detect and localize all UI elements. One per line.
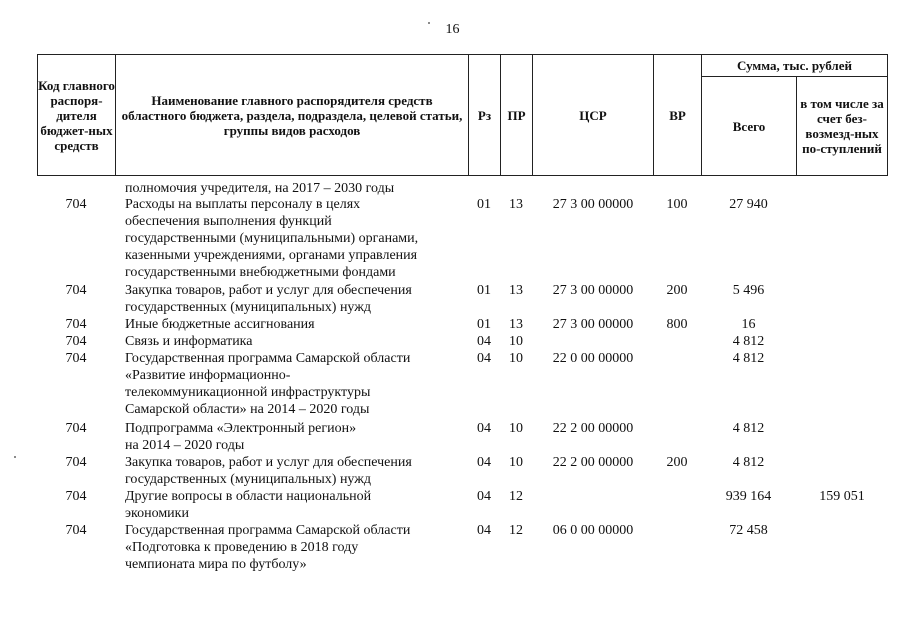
header-kod: Код главного распоря-дителя бюджет-ных средств	[38, 77, 115, 153]
cell-vr: 800	[666, 317, 688, 332]
cell-kod: 704	[65, 489, 87, 504]
cell-rz: 04	[477, 455, 491, 470]
cell-pr: 10	[509, 334, 523, 349]
header-name: Наименование главного распорядителя средств областного бюджета, раздела, подраздела, целевой статьи, группы видов расходов	[121, 92, 463, 138]
header-pr: ПР	[507, 107, 526, 123]
cell-csr: 22 2 00 00000	[552, 421, 634, 436]
cell-csr: 22 2 00 00000	[552, 455, 634, 470]
cell-vsego: 72 458	[729, 523, 768, 538]
cell-rz: 04	[477, 523, 491, 538]
cell-rz: 04	[477, 334, 491, 349]
cell-pr: 13	[509, 197, 523, 212]
cell-rz: 04	[477, 421, 491, 436]
cell-kod: 704	[65, 523, 87, 538]
cell-pr: 10	[509, 351, 523, 366]
cell-rz: 01	[477, 197, 491, 212]
header-csr: ЦСР	[579, 107, 607, 123]
header-vsego: Всего	[732, 118, 766, 134]
page-number: 16	[445, 22, 460, 37]
cell-name: Закупка товаров, работ и услуг для обеспечения государственных (муниципальных) нужд	[125, 283, 412, 315]
cell-kod: 704	[65, 283, 87, 298]
cell-kod: 704	[65, 421, 87, 436]
cell-rz: 04	[477, 489, 491, 504]
cell-name: Другие вопросы в области национальной экономики	[125, 489, 372, 521]
cell-csr: 22 0 00 00000	[552, 351, 634, 366]
cell-vsego: 27 940	[729, 197, 768, 212]
cell-name: Связь и информатика	[125, 334, 253, 349]
cell-csr: 06 0 00 00000	[552, 523, 634, 538]
cell-vsego: 16	[741, 317, 756, 332]
cell-name: Расходы на выплаты персоналу в целях обеспечения выполнения функций государственными (муниципальными) органами, казенными учреждениями, органами управления государственными внебюджетными фондами	[125, 197, 419, 280]
scan-speck	[14, 456, 16, 458]
cell-vtch: 159 051	[819, 489, 865, 504]
cell-pr: 13	[509, 317, 523, 332]
cell-name: Подпрограмма «Электронный регион» на 2014 – 2020 годы	[125, 421, 357, 453]
scan-speck	[428, 22, 430, 24]
header-vtch: в том числе за счет без-возмезд-ных по-ступлений	[800, 96, 884, 156]
cell-pr: 10	[509, 455, 523, 470]
cell-csr: 27 3 00 00000	[552, 317, 634, 332]
cell-name: полномочия учредителя, на 2017 – 2030 годы	[125, 181, 395, 196]
cell-rz: 04	[477, 351, 491, 366]
cell-csr: 27 3 00 00000	[552, 283, 634, 298]
cell-vsego: 939 164	[725, 489, 772, 504]
cell-pr: 12	[509, 523, 523, 538]
cell-kod: 704	[65, 334, 87, 349]
cell-vsego: 5 496	[732, 283, 765, 298]
cell-kod: 704	[65, 197, 87, 212]
cell-rz: 01	[477, 317, 491, 332]
cell-name: Иные бюджетные ассигнования	[125, 317, 315, 332]
cell-vsego: 4 812	[732, 421, 765, 436]
cell-csr: 27 3 00 00000	[552, 197, 634, 212]
cell-vsego: 4 812	[732, 455, 765, 470]
header-summa: Сумма, тыс. рублей	[737, 58, 852, 73]
cell-kod: 704	[65, 455, 87, 470]
cell-pr: 10	[509, 421, 523, 436]
cell-kod: 704	[65, 317, 87, 332]
cell-vr: 200	[666, 455, 688, 470]
cell-pr: 12	[509, 489, 523, 504]
cell-vr: 200	[666, 283, 688, 298]
cell-name: Закупка товаров, работ и услуг для обеспечения государственных (муниципальных) нужд	[125, 455, 412, 487]
cell-pr: 13	[509, 283, 523, 298]
cell-rz: 01	[477, 283, 491, 298]
cell-vsego: 4 812	[732, 351, 765, 366]
cell-vr: 100	[666, 197, 688, 212]
cell-name: Государственная программа Самарской области «Подготовка к проведению в 2018 году чемпионата мира по футболу»	[125, 523, 411, 572]
cell-kod: 704	[65, 351, 87, 366]
header-vr: ВР	[669, 107, 686, 123]
cell-name: Государственная программа Самарской области «Развитие информационно- телекоммуникационной инфраструктуры Самарской области» на 2014 – 2020 годы	[125, 351, 411, 417]
cell-vsego: 4 812	[732, 334, 765, 349]
table-header	[37, 54, 888, 176]
header-rz: Рз	[477, 107, 492, 123]
